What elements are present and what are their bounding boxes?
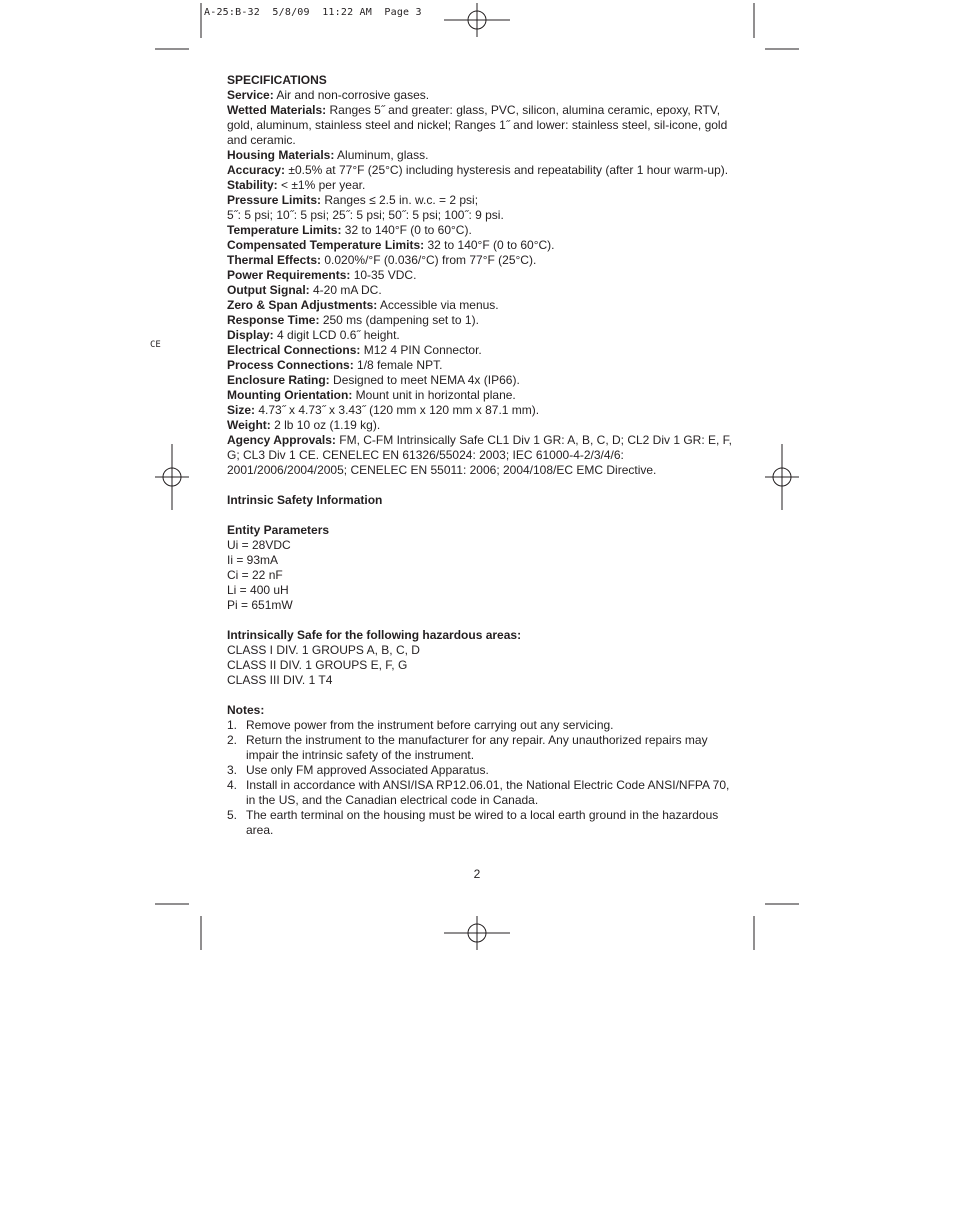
entity-parameter: Ui = 28VDC: [227, 538, 291, 552]
entity-parameter: Ii = 93mA: [227, 553, 279, 567]
note-item: [227, 763, 737, 778]
spec-label: Agency Approvals:: [227, 433, 336, 447]
note-number: 4.: [227, 778, 238, 792]
spec-item: [227, 328, 737, 343]
spec-label: Process Connections:: [227, 358, 354, 372]
spec-label: Size:: [227, 403, 256, 417]
spec-label: Temperature Limits:: [227, 223, 342, 237]
spec-item: [227, 103, 737, 148]
spec-value: 4.73˝ x 4.73˝ x 3.43˝ (120 mm x 120 mm x 87.1 mm).: [255, 403, 540, 417]
spec-item: [227, 373, 737, 388]
spec-label: Power Requirements:: [227, 268, 351, 282]
spec-value: Aluminum, glass.: [334, 148, 429, 162]
entity-parameters-heading: Entity Parameters: [227, 523, 330, 537]
entity-parameters-list: [227, 538, 737, 613]
spec-value: 32 to 140°F (0 to 60°C).: [341, 223, 472, 237]
hazardous-areas-heading: Intrinsically Safe for the following hazardous areas:: [227, 628, 522, 642]
entity-parameter: Li = 400 uH: [227, 583, 289, 597]
spec-value: 1/8 female NPT.: [353, 358, 443, 372]
entity-parameter: Pi = 651mW: [227, 598, 293, 612]
note-number: 1.: [227, 718, 238, 732]
spec-item: [227, 313, 737, 328]
spec-item: [227, 238, 737, 253]
spec-value: 32 to 140°F (0 to 60°C).: [424, 238, 555, 252]
registration-mark-right: [765, 444, 799, 510]
spec-label: Mounting Orientation:: [227, 388, 353, 402]
spec-label: Display:: [227, 328, 274, 342]
spec-value: FM, C-FM Intrinsically Safe CL1 Div 1 GR: A, B, C, D; CL2 Div 1 GR: E, F, G; CL3 Div 1 CE. CENELEC EN 61326/55024: 2003; IEC 61000-4-2/3/4/6: 2001/2006/2004/2005; CENELEC EN 55011: 2006; 2004/108/EC EMC Directive.: [227, 433, 733, 477]
note-item: [227, 808, 737, 838]
spec-label: Output Signal:: [227, 283, 310, 297]
spec-value: 4-20 mA DC.: [309, 283, 382, 297]
spec-label: Enclosure Rating:: [227, 373, 330, 387]
spec-label: Thermal Effects:: [227, 253, 322, 267]
spec-label: Electrical Connections:: [227, 343, 361, 357]
spec-item: [227, 193, 737, 208]
spec-label: Accuracy:: [227, 163, 286, 177]
note-number: 5.: [227, 808, 238, 822]
spec-label: Housing Materials:: [227, 148, 335, 162]
spec-label: Service:: [227, 88, 274, 102]
spec-item: [227, 433, 737, 478]
spec-label: Response Time:: [227, 313, 320, 327]
spec-value: 5˝: 5 psi; 10˝: 5 psi; 25˝: 5 psi; 50˝: 5 psi; 100˝: 9 psi.: [227, 208, 504, 222]
note-text: Use only FM approved Associated Apparatus.: [246, 763, 489, 777]
spec-label: Pressure Limits:: [227, 193, 322, 207]
spec-item: [227, 163, 737, 178]
spec-item: [227, 283, 737, 298]
note-text: The earth terminal on the housing must be wired to a local earth ground in the hazardous area.: [246, 808, 719, 837]
spec-item: [227, 343, 737, 358]
notes-heading: Notes:: [227, 703, 265, 717]
spec-item: [227, 208, 737, 223]
spec-value: Designed to meet NEMA 4x (IP66).: [329, 373, 520, 387]
registration-mark-bottom: [444, 916, 510, 950]
hazard-class: CLASS II DIV. 1 GROUPS E, F, G: [227, 658, 408, 672]
spec-item: [227, 148, 737, 163]
hazardous-areas-list: [227, 643, 737, 688]
spec-value: 2 lb 10 oz (1.19 kg).: [270, 418, 381, 432]
spec-item: [227, 223, 737, 238]
note-number: 2.: [227, 733, 238, 747]
note-text: Remove power from the instrument before carrying out any servicing.: [246, 718, 614, 732]
intrinsic-safety-heading: Intrinsic Safety Information: [227, 493, 383, 507]
hazard-class: CLASS I DIV. 1 GROUPS A, B, C, D: [227, 643, 420, 657]
note-text: Install in accordance with ANSI/ISA RP12.06.01, the National Electric Code ANSI/NFPA 70, in the US, and the Canadian electrical code in Canada.: [246, 778, 730, 807]
spec-item: [227, 388, 737, 403]
spec-item: [227, 178, 737, 193]
specifications-list: [227, 88, 737, 478]
note-number: 3.: [227, 763, 238, 777]
spec-value: Ranges ≤ 2.5 in. w.c. = 2 psi;: [321, 193, 479, 207]
note-item: [227, 733, 737, 763]
spec-value: 250 ms (dampening set to 1).: [319, 313, 479, 327]
registration-mark-left: [155, 444, 189, 510]
spec-value: M12 4 PIN Connector.: [360, 343, 482, 357]
notes-list: [227, 718, 737, 838]
spec-item: [227, 403, 737, 418]
registration-mark-top: [444, 3, 510, 37]
ce-mark: CE: [150, 340, 161, 350]
spec-label: Weight:: [227, 418, 271, 432]
spec-item: [227, 88, 737, 103]
spec-label: Wetted Materials:: [227, 103, 327, 117]
spec-value: 10-35 VDC.: [350, 268, 417, 282]
specifications-title: SPECIFICATIONS: [227, 73, 327, 87]
spec-label: Zero & Span Adjustments:: [227, 298, 378, 312]
spec-item: [227, 418, 737, 433]
entity-parameter: Ci = 22 nF: [227, 568, 283, 582]
page-number: 2: [473, 867, 481, 881]
note-item: [227, 778, 737, 808]
spec-item: [227, 268, 737, 283]
print-slug: A-25:B-32 5/8/09 11:22 AM Page 3: [204, 7, 422, 18]
spec-item: [227, 358, 737, 373]
spec-value: 4 digit LCD 0.6˝ height.: [273, 328, 400, 342]
spec-item: [227, 298, 737, 313]
spec-label: Compensated Temperature Limits:: [227, 238, 425, 252]
spec-label: Stability:: [227, 178, 278, 192]
spec-value: < ±1% per year.: [277, 178, 366, 192]
spec-value: Mount unit in horizontal plane.: [352, 388, 516, 402]
spec-value: Ranges 5˝ and greater: glass, PVC, silicon, alumina ceramic, epoxy, RTV, gold, aluminum, stainless steel and nickel; Ranges 1˝ and lower: stainless steel, sil-icone, gold and ceramic.: [227, 103, 728, 147]
spec-value: Air and non-corrosive gases.: [273, 88, 430, 102]
spec-value: ±0.5% at 77°F (25°C) including hysteresis and repeatability (after 1 hour warm-up).: [285, 163, 729, 177]
spec-item: [227, 253, 737, 268]
specifications-page: [227, 73, 737, 838]
note-item: [227, 718, 737, 733]
spec-value: Accessible via menus.: [377, 298, 499, 312]
spec-value: 0.020%/°F (0.036/°C) from 77°F (25°C).: [321, 253, 537, 267]
note-text: Return the instrument to the manufacturer for any repair. Any unauthorized repairs may impair the intrinsic safety of the instrument.: [246, 733, 708, 762]
hazard-class: CLASS III DIV. 1 T4: [227, 673, 333, 687]
